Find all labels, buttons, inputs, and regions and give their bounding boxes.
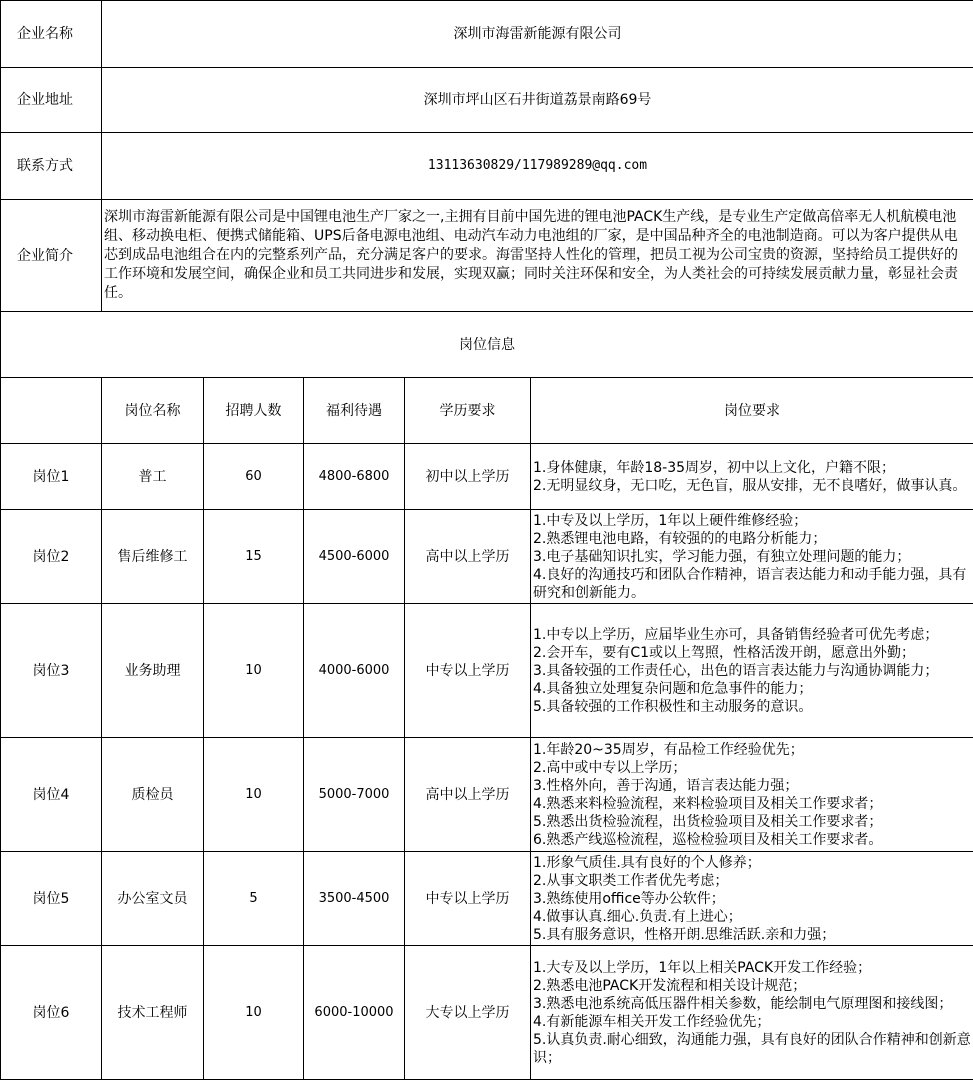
company-name-value: 深圳市海雷新能源有限公司 xyxy=(102,1,973,68)
job-salary: 4000-6000 xyxy=(304,604,405,738)
header-job-salary: 福利待遇 xyxy=(304,378,405,444)
job-salary: 3500-4500 xyxy=(304,852,405,946)
job-requirements xyxy=(531,738,973,852)
requirement-line: 2.无明显纹身，无口吃，无色盲，服从安排，无不良嗜好，做事认真。 xyxy=(533,477,967,494)
requirement-line: 5.具备较强的工作积极性和主动服务的意识。 xyxy=(533,698,813,715)
job-count: 5 xyxy=(204,852,304,946)
requirement-line: 3.熟练使用office等办公软件； xyxy=(533,890,725,907)
requirement-line: 2.高中或中专以上学历； xyxy=(533,759,687,776)
job-salary: 4500-6000 xyxy=(304,510,405,604)
requirement-line: 3.电子基础知识扎实，学习能力强，有独立处理问题的能力； xyxy=(533,548,911,565)
table-row xyxy=(1,604,973,738)
job-requirements xyxy=(531,510,973,604)
jobs-header-row xyxy=(1,378,973,444)
job-label: 岗位1 xyxy=(1,444,102,510)
requirement-line: 4.做事认真.细心.负责.有上进心； xyxy=(533,908,742,925)
job-count: 10 xyxy=(204,738,304,852)
requirement-line: 3.熟悉电池系统高低压器件相关参数，能绘制电气原理图和接线图； xyxy=(533,995,953,1012)
requirement-line: 5.认真负责.耐心细致，沟通能力强，具有良好的团队合作精神和创新意识； xyxy=(533,1031,971,1066)
job-name: 售后维修工 xyxy=(102,510,204,604)
job-count: 10 xyxy=(204,946,304,1080)
requirement-line: 3.具备较强的工作责任心，出色的语言表达能力与沟通协调能力； xyxy=(533,662,939,679)
company-contact-row xyxy=(1,133,973,200)
company-address-label: 企业地址 xyxy=(1,68,102,133)
company-intro-row xyxy=(1,200,973,312)
job-salary: 4800-6800 xyxy=(304,444,405,510)
job-label: 岗位6 xyxy=(1,946,102,1080)
job-name: 办公室文员 xyxy=(102,852,204,946)
company-address-row xyxy=(1,68,973,133)
job-salary: 6000-10000 xyxy=(304,946,405,1080)
company-name-row xyxy=(1,1,973,68)
requirement-line: 2.从事文职类工作者优先考虑； xyxy=(533,872,729,889)
job-requirements xyxy=(531,444,973,510)
job-requirements xyxy=(531,604,973,738)
header-job-count: 招聘人数 xyxy=(204,378,304,444)
job-label: 岗位4 xyxy=(1,738,102,852)
job-name: 普工 xyxy=(102,444,204,510)
job-education: 高中以上学历 xyxy=(405,738,531,852)
company-intro-label: 企业简介 xyxy=(1,200,102,312)
header-job-name: 岗位名称 xyxy=(102,378,204,444)
header-empty-cell xyxy=(1,378,102,444)
job-count: 15 xyxy=(204,510,304,604)
requirement-line: 4.良好的沟通技巧和团队合作精神，语言表达能力和动手能力强，具有研究和创新能力。 xyxy=(533,566,967,601)
company-address-value: 深圳市坪山区石井街道荔景南路69号 xyxy=(102,68,973,133)
requirement-line: 3.性格外向，善于沟通，语言表达能力强； xyxy=(533,777,799,794)
job-education: 初中以上学历 xyxy=(405,444,531,510)
requirement-line: 1.大专及以上学历，1年以上相关PACK开发工作经验； xyxy=(533,959,872,976)
requirement-line: 2.熟悉锂电池电路，有较强的的电路分析能力； xyxy=(533,530,827,547)
job-name: 业务助理 xyxy=(102,604,204,738)
job-requirements xyxy=(531,946,973,1080)
job-salary: 5000-7000 xyxy=(304,738,405,852)
job-count: 60 xyxy=(204,444,304,510)
table-row xyxy=(1,738,973,852)
requirement-line: 5.具有服务意识，性格开朗.思维活跃.亲和力强； xyxy=(533,926,836,943)
table-row xyxy=(1,510,973,604)
requirement-line: 4.具备独立处理复杂问题和危急事件的能力； xyxy=(533,680,813,697)
requirement-line: 1.中专及以上学历，1年以上硬件维修经验； xyxy=(533,512,808,529)
requirement-line: 5.熟悉出货检验流程，出货检验项目及相关工作要求者； xyxy=(533,813,883,830)
requirement-line: 1.年龄20~35周岁，有品检工作经验优先； xyxy=(533,741,804,758)
company-intro-value: 深圳市海雷新能源有限公司是中国锂电池生产厂家之一,主拥有目前中国先进的锂电池PACK生产线，是专业生产定做高倍率无人机航模电池组、移动换电柜、便携式储能箱、UPS后备电源电池组、电动汽车动力电池组的厂家，是中国品种齐全的电池制造商。可以为客户提供从电芯到成品电池组合在内的完整系列产品，充分满足客户的要求。海雷坚持人性化的管理，把员工视为公司宝贵的资源，坚持给员工提供好的工作环境和发展空间，确保企业和员工共同进步和发展，实现双赢；同时关注环保和安全，为人类社会的可持续发展贡献力量，彰显社会责任。 xyxy=(102,200,973,312)
job-label: 岗位3 xyxy=(1,604,102,738)
table-row xyxy=(1,444,973,510)
requirement-line: 4.熟悉来料检验流程，来料检验项目及相关工作要求者； xyxy=(533,795,883,812)
company-contact-label: 联系方式 xyxy=(1,133,102,200)
requirement-line: 4.有新能源车相关开发工作经验优先； xyxy=(533,1013,771,1030)
jobs-section-title: 岗位信息 xyxy=(1,312,973,378)
job-name: 技术工程师 xyxy=(102,946,204,1080)
company-name-label: 企业名称 xyxy=(1,1,102,68)
job-education: 大专以上学历 xyxy=(405,946,531,1080)
job-education: 中专以上学历 xyxy=(405,852,531,946)
header-job-requirements: 岗位要求 xyxy=(531,378,973,444)
requirement-line: 1.中专以上学历，应届毕业生亦可，具备销售经验者可优先考虑； xyxy=(533,626,939,643)
job-label: 岗位2 xyxy=(1,510,102,604)
job-label: 岗位5 xyxy=(1,852,102,946)
requirement-line: 2.会开车，要有C1或以上驾照，性格活泼开朗，愿意出外勤； xyxy=(533,644,916,661)
requirement-line: 6.熟悉产线巡检流程，巡检检验项目及相关工作要求者。 xyxy=(533,831,883,848)
table-row xyxy=(1,946,973,1080)
header-job-education: 学历要求 xyxy=(405,378,531,444)
jobs-section-row xyxy=(1,312,973,378)
job-education: 高中以上学历 xyxy=(405,510,531,604)
job-name: 质检员 xyxy=(102,738,204,852)
requirement-line: 1.形象气质佳.具有良好的个人修养； xyxy=(533,854,761,871)
job-education: 中专以上学历 xyxy=(405,604,531,738)
company-contact-value: 13113630829/117989289@qq.com xyxy=(102,133,973,200)
table-row xyxy=(1,852,973,946)
job-count: 10 xyxy=(204,604,304,738)
requirement-line: 1.身体健康，年龄18-35周岁，初中以上文化，户籍不限； xyxy=(533,459,896,476)
job-requirements xyxy=(531,852,973,946)
requirement-line: 2.熟悉电池PACK开发流程和相关设计规范； xyxy=(533,977,807,994)
